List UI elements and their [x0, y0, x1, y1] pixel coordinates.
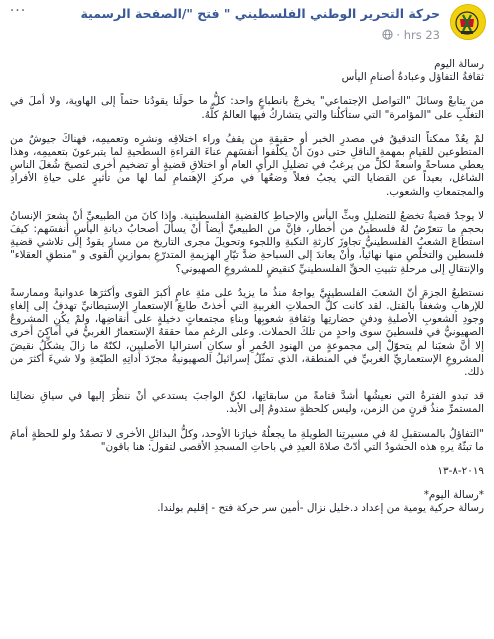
post-paragraph: لمْ يعُدْ ممكناً التدقيقُ في مصدرِ الخبر أو حقيقةِ من يقفُ وراء اختلاقِه ونشرِه وتعميمِه، فهناكَ جيوشٌ من المتطوعين للقيامِ بمهمةِ الناقلِ حتى دونَ أنْ يكلّفوا أنفسَهم عناءَ القراءةِ السطحيةِ لما يتبرعونَ بتعميمِه، وهذا يعطي مساحةً واسعةً لكلِّ من يرغبُ في تضليلِ الرأيِ العام أو اختلاقِ قضيةٍ أو تضخيمِ أخرى لتصبحَ شُغلَ الناسِ الشاغل، بعيداً عن القضايا التي يجبُ فعلاً وضعُها في مركزِ الإهتمامِ لما لها من تأثيرٍ على حياةِ الأفرادِ والمجتمعاتِ والشعوب. — [10, 132, 484, 198]
post-date: ٢٠١٩-٨-١٣ — [437, 465, 484, 478]
post-paragraph: من يتابعْ وسائلَ "التواصل الإجتماعي" يخرجْ بانطباعٍ واحد: كلُّ ما حولَنا يقودُنا حتماً إلى الهاوية، ولا أملَ في التغلّبِ على "المؤامرة" التي ستأكلُنا والتي يتشاركُ فيها العالمُ كلُّهُ. — [10, 95, 484, 121]
page-avatar[interactable] — [450, 4, 486, 40]
more-options-icon[interactable]: ··· — [9, 3, 27, 19]
post-signature — [10, 489, 484, 515]
post-paragraph: "التفاؤلُ بالمستقبلِ لهُ في مسيرتِنا الطويلةِ ما يجعلُهُ خيارَنا الأوحد، وكلُّ البدائلِ الأخرى لا تصمُدُ ولو للحظةٍ أمامَ ما تبثّهُ يرهِ هذه الحشودُ التي أدّتْ صلاةَ العيدِ في باحاتِ المسجدِ الأقصى لتقول: هنا باقون" — [10, 427, 484, 453]
post-timestamp[interactable]: 23 hrs — [403, 28, 440, 42]
post-paragraph: قد تبدو الفترةُ التي نعيشُها أشدَّ قتامةً من سابقاتِها، لكنَّ الواجبَ يستدعي أنْ ننظُرَ إليها في سياقِ نضالِنا المستمرِّ منذُ قرنٍ من الزمن، وليس كلحظةٍ ستدومُ إلى الأبد. — [10, 390, 484, 416]
post-paragraph: لا يوجدُ قضيةٌ تخضعُ للتضليلِ وبثِّ اليأس والإحباطِ كالقضيةِ الفلسطينية. وإذا كانَ من الطبيعيِّ أنْ يشعرَ الإنسانُ بحجمِ ما تتعرّضُ لهُ فلسطينُ من أخطار، فإنَّ من الطبيعيِّ أيضاً أنْ يسألَ أصحابُ ديانةِ اليأسِ أنفسَهم: كيفَ استطاعَ الشعبُ الفلسطينيُّ تجاوزَ كارثةِ النكبةِ واللجوء وتحويلَ مجرى التاريخ من مسارٍ يقودُ إلى تلاشي قضيةِ فلسطين والتخلّصِ منها نهائياً، وأنْ يعاندَ إلى السباحةِ ضدَّ تيّارِ الهزيمةِ المتدرّعِ بموازينِ القوى و "منطقِ العقلاء" والإنتقالِ إلى مرحلةِ تثبيتِ الحقِّ الفلسطينيِّ كنقيضٍ للمشروعِ الصهيوني؟ — [10, 209, 484, 275]
fatah-emblem-icon — [450, 5, 485, 40]
page-name-link[interactable]: حركة التحرير الوطني الفلسطيني " فتح "/الصفحة الرسمية — [80, 6, 440, 21]
post-header — [8, 4, 486, 48]
post-heading: رسالة اليوم — [434, 58, 484, 70]
post-meta — [379, 28, 440, 42]
globe-icon[interactable] — [382, 29, 393, 40]
post-paragraph: نستطيعُ الجزمَ أنّ الشعبَ الفلسطينيَّ يواجهُ منذُ ما يزيدُ على مئةِ عامٍ أكبرَ القوى وأكثرَها عدوانيةً وممارسةً للإرهابِ وشغفاً بالقتل. لقد كانت كلُّ الحملاتِ الغربيةِ التي أخذتْ طابعَ الإستعمارِ الإستيطانيِّ تهدفُ إلى إلغاءِ وجودِ الشعوبِ الأصليةِ ودفنِ حضارتِها وثقافةِ شعوبِها وبناءِ مجتمعاتٍ دخيلةٍ على أنقاضِها، ولمْ يكُنِ المشروعُ الصهيونيُّ في فلسطينَ سوى واحدٍ من تلكَ الحملات. وعلى الرغمِ مما حققهُ الإستعمارُ الغربيُّ في أماكنَ أخرى إلا أنَّ شعبَنا لم يتحوّلْ إلى مجموعةٍ من الهنودِ الحُمرِ أو سكانِ استراليا الأصليين، لكنّهُ ما زالَ يشكِّلُ نقيضَ المشروعِ الإستعماريِّ الغربيِّ في المنطقة، الذي تمثّلُ إسرائيلُ الصهيونيةُ مجرّدَ أداتِهِ الطيّعةِ ولا شيءَ أكثرَ من ذلك. — [10, 286, 484, 379]
post-body — [10, 58, 484, 516]
signature-author: رسالة حركية يومية من إعداد د.خليل نزال -أمين سر حركة فتح - إقليم بولندا. — [157, 502, 484, 515]
post-subheading: ثقافةُ التفاؤل وعبادةُ أصنامِ اليأس — [341, 71, 484, 84]
meta-separator: · — [392, 28, 401, 42]
signature-title: *رسالة اليوم* — [423, 489, 484, 502]
